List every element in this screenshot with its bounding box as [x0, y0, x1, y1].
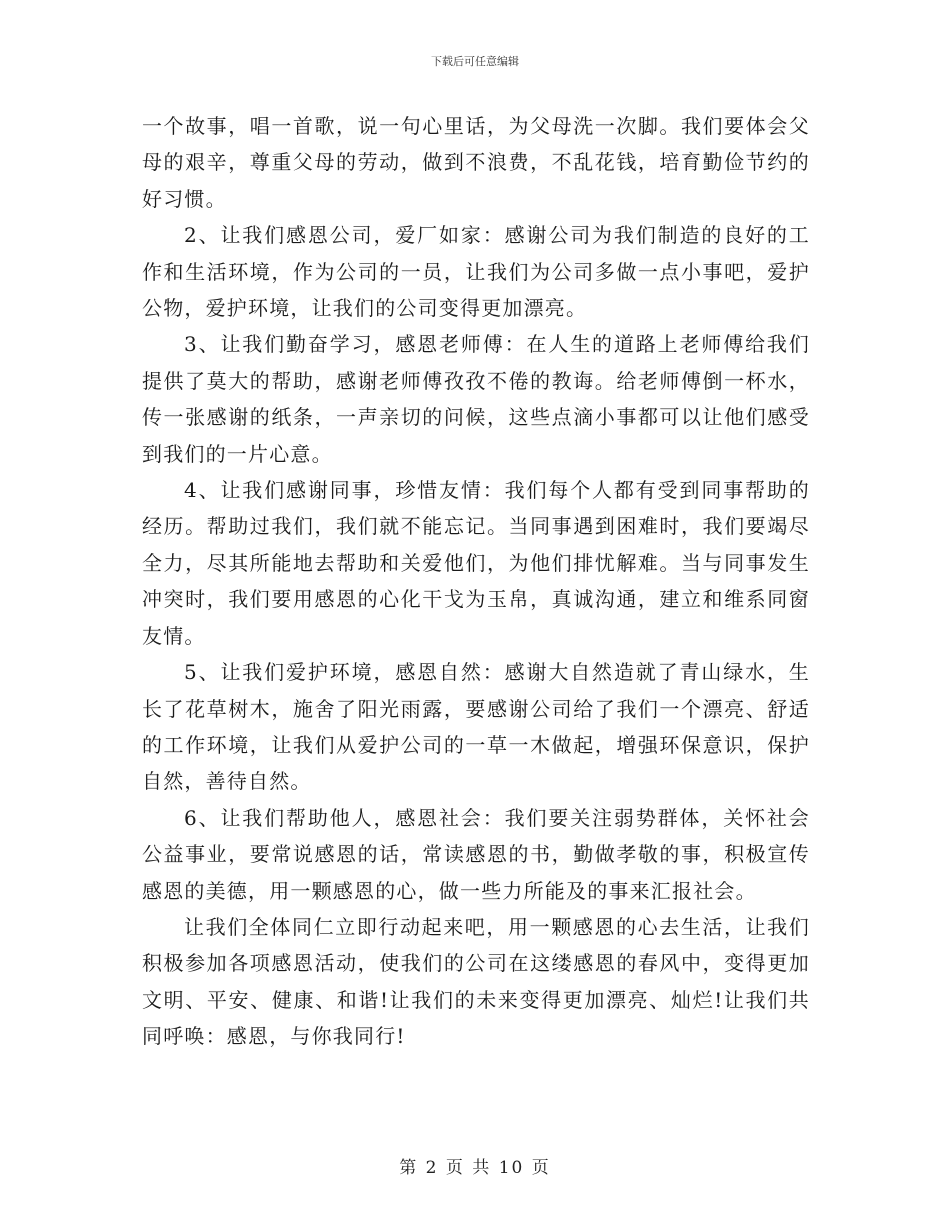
paragraph-6: 6、让我们帮助他人，感恩社会：我们要关注弱势群体，关怀社会公益事业，要常说感恩的话，常读感恩的书，勤做孝敬的事，积极宣传感恩的美德，用一颗感恩的心，做一些力所能及的事来汇报社会。	[142, 805, 810, 903]
paragraph-4: 4、让我们感谢同事，珍惜友情：我们每个人都有受到同事帮助的经历。帮助过我们，我们就不能忘记。当同事遇到困难时，我们要竭尽全力，尽其所能地去帮助和关爱他们，为他们排忧解难。当与同事发生冲突时，我们要用感恩的心化干戈为玉帛，真诚沟通，建立和维系同窗友情。	[142, 478, 810, 648]
paragraph-2: 2、让我们感恩公司，爱厂如家：感谢公司为我们制造的良好的工作和生活环境，作为公司的一员，让我们为公司多做一点小事吧，爱护公物，爱护环境，让我们的公司变得更加漂亮。	[142, 223, 810, 321]
document-body	[142, 108, 810, 1055]
paragraph-3: 3、让我们勤奋学习，感恩老师傅：在人生的道路上老师傅给我们提供了莫大的帮助，感谢老师傅孜孜不倦的教诲。给老师傅倒一杯水，传一张感谢的纸条，一声亲切的问候，这些点滴小事都可以让他们感受到我们的一片心意。	[142, 332, 810, 466]
paragraph-7: 让我们全体同仁立即行动起来吧，用一颗感恩的心去生活，让我们积极参加各项感恩活动，使我们的公司在这缕感恩的春风中，变得更加文明、平安、健康、和谐!让我们的未来变得更加漂亮、灿烂!让我们共同呼唤：感恩，与你我同行!	[142, 914, 810, 1049]
page-header: 下载后可任意编辑	[431, 55, 519, 68]
paragraph-1: 一个故事，唱一首歌，说一句心里话，为父母洗一次脚。我们要体会父母的艰辛，尊重父母的劳动，做到不浪费，不乱花钱，培育勤俭节约的好习惯。	[142, 114, 810, 211]
page-number-footer: 第 2 页 共 10 页	[399, 1158, 551, 1178]
paragraph-5: 5、让我们爱护环境，感恩自然：感谢大自然造就了青山绿水，生长了花草树木，施舍了阳光雨露，要感谢公司给了我们一个漂亮、舒适的工作环境，让我们从爱护公司的一草一木做起，增强环保意识，保护自然，善待自然。	[142, 660, 810, 794]
